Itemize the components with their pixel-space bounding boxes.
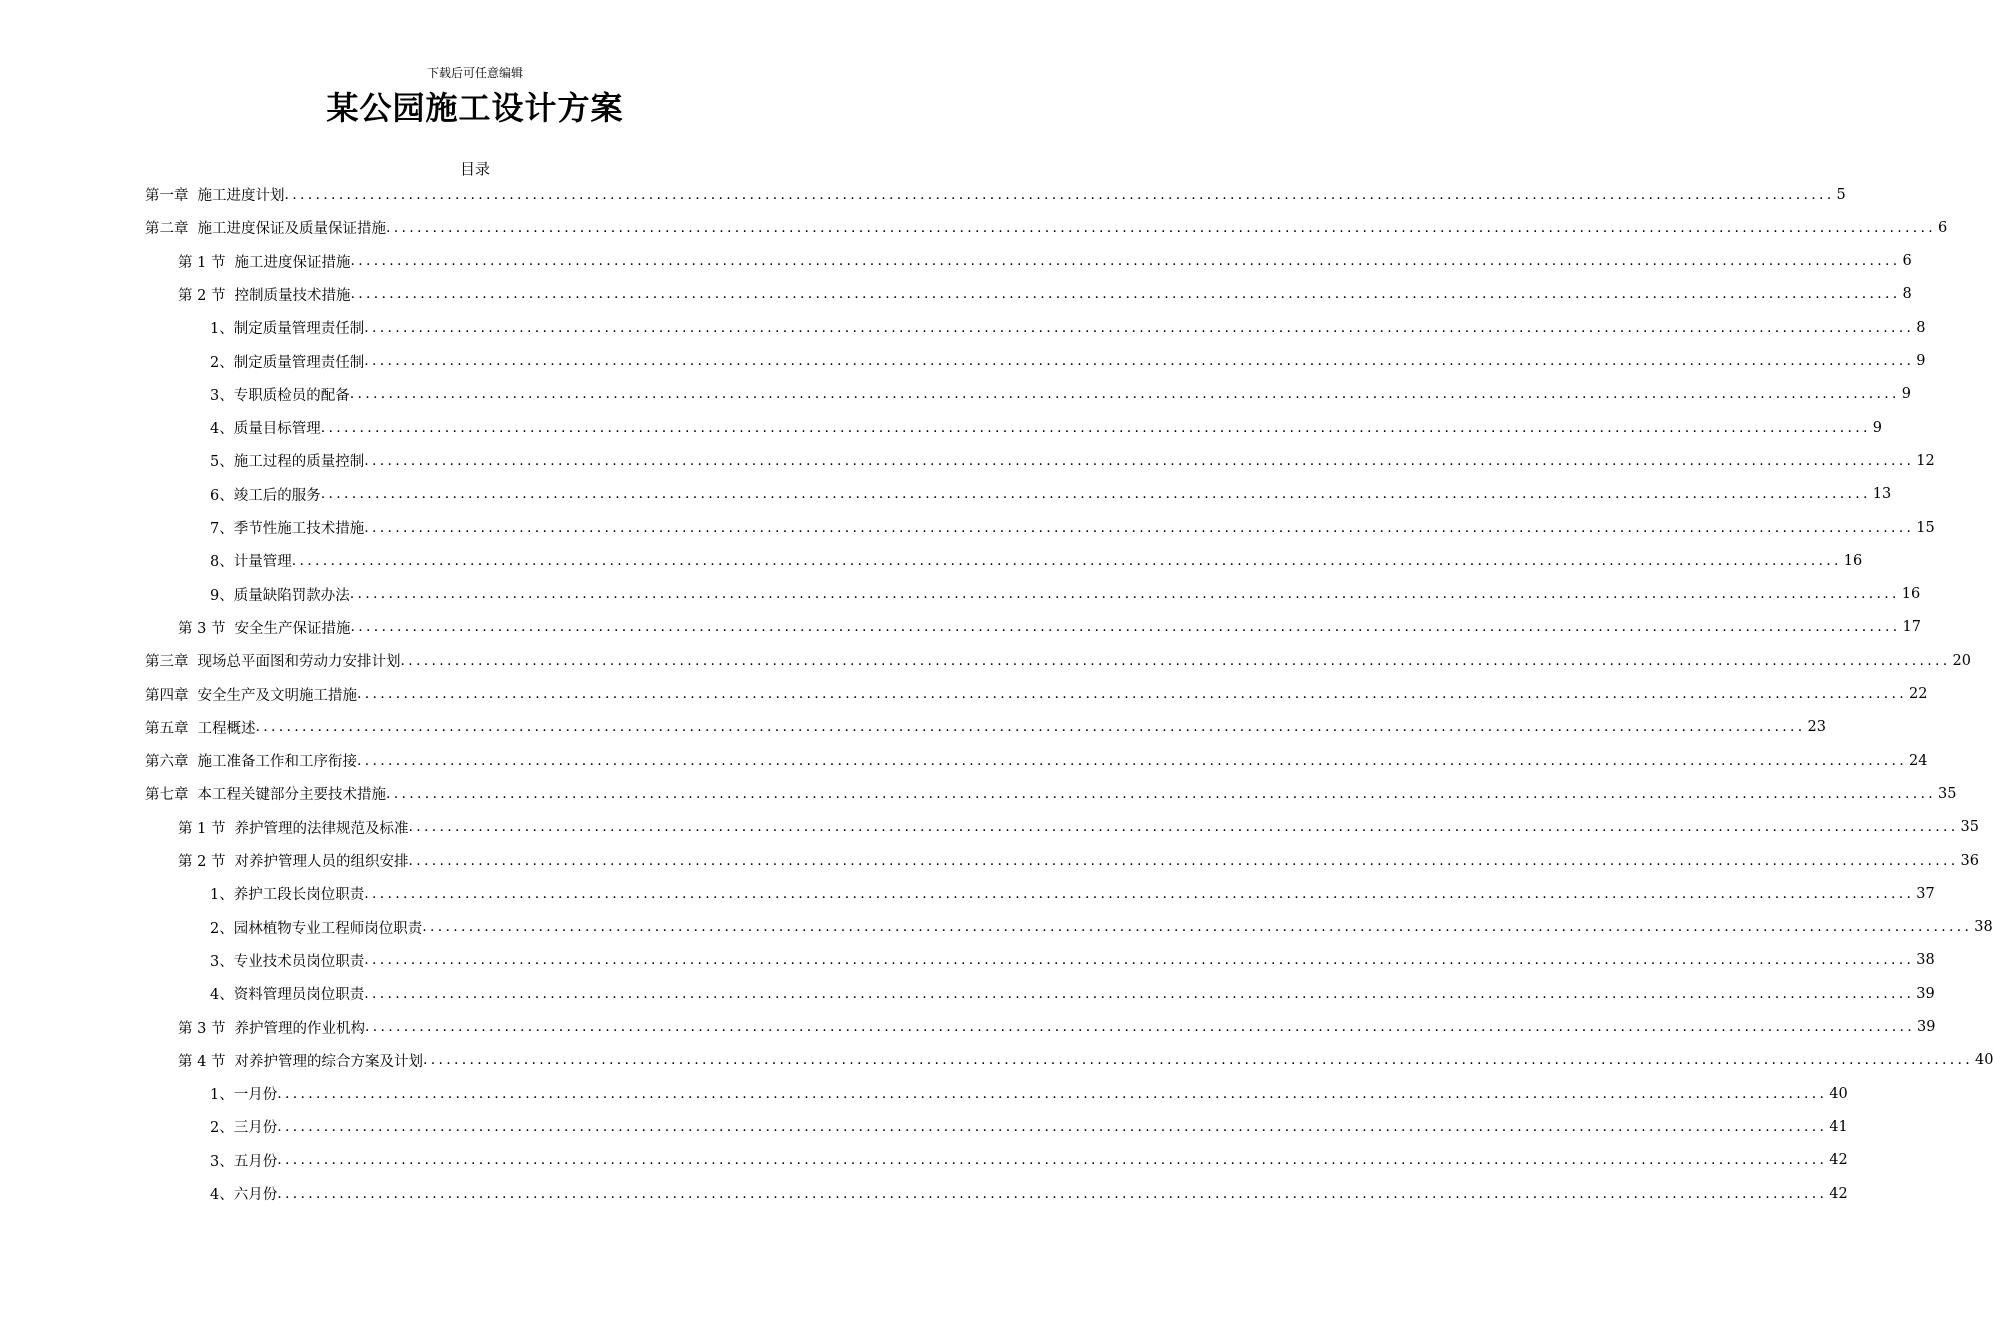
- toc-dot-leader: ........................................................................................................................................................................................................: [386, 219, 1937, 236]
- toc-entry-number: 第 2 节: [178, 287, 226, 304]
- toc-entry-page-number: 8: [1916, 319, 1926, 336]
- toc-entry-page-number: 12: [1916, 452, 1935, 469]
- toc-dot-leader: ........................................................................................................................................................................................................: [364, 319, 1915, 336]
- toc-dot-leader: ........................................................................................................................................................................................................: [386, 785, 1937, 802]
- toc-dot-leader: ........................................................................................................................................................................................................: [350, 286, 1901, 303]
- toc-entry-page-number: 38: [1974, 919, 1993, 936]
- toc-entry-number: 第 3 节: [178, 620, 226, 637]
- toc-entry-title: 质量缺陷罚款办法: [233, 587, 350, 604]
- toc-entry[interactable]: [145, 678, 1928, 711]
- toc-entry-number: 第四章: [145, 687, 189, 704]
- toc-entry[interactable]: [178, 811, 1979, 844]
- toc-entry-number: 1、: [210, 1087, 234, 1104]
- toc-heading: 目录: [459, 160, 490, 178]
- toc-entry[interactable]: [210, 411, 1883, 444]
- toc-entry-page-number: 5: [1836, 186, 1846, 203]
- toc-dot-leader: ........................................................................................................................................................................................................: [320, 419, 1871, 436]
- toc-entry-title: 工程概述: [197, 720, 256, 737]
- toc-entry-page-number: 9: [1916, 353, 1926, 369]
- toc-entry-number: 5、: [210, 454, 234, 471]
- toc-dot-leader: ........................................................................................................................................................................................................: [349, 586, 1900, 603]
- toc-entry-page-number: 36: [1960, 852, 1979, 869]
- toc-entry-title: 养护工段长岗位职责: [233, 887, 365, 904]
- toc-entry-number: 2、: [210, 1120, 234, 1137]
- toc-entry[interactable]: [145, 178, 1846, 211]
- toc-dot-leader: ........................................................................................................................................................................................................: [400, 652, 1951, 669]
- toc-entry-number: 第一章: [145, 188, 189, 204]
- toc-entry[interactable]: [210, 1177, 1848, 1210]
- toc-dot-leader: ........................................................................................................................................................................................................: [357, 752, 1908, 769]
- toc-entry-title: 施工准备工作和工序衔接: [197, 754, 357, 771]
- toc-entry-number: 第 1 节: [178, 820, 226, 837]
- toc-entry-page-number: 42: [1829, 1152, 1848, 1169]
- toc-entry-number: 4、: [210, 421, 234, 438]
- toc-entry-page-number: 17: [1902, 619, 1921, 636]
- toc-entry[interactable]: [210, 544, 1863, 577]
- toc-entry-page-number: 39: [1916, 985, 1935, 1002]
- toc-dot-leader: ........................................................................................................................................................................................................: [408, 852, 1959, 869]
- toc-dot-leader: ........................................................................................................................................................................................................: [349, 386, 1900, 403]
- toc-entry-number: 2、: [210, 354, 234, 371]
- toc-entry-page-number: 23: [1807, 719, 1826, 736]
- toc-dot-leader: ........................................................................................................................................................................................................: [364, 353, 1915, 369]
- toc-entry-page-number: 40: [1829, 1085, 1848, 1102]
- toc-entry-title: 季节性施工技术措施: [233, 521, 365, 537]
- toc-entry-page-number: 9: [1901, 386, 1912, 403]
- toc-entry-title: 现场总平面图和劳动力安排计划: [197, 654, 401, 671]
- toc-entry-number: 4、: [210, 1187, 234, 1203]
- toc-dot-leader: ........................................................................................................................................................................................................: [284, 186, 1835, 203]
- toc-entry-title: 三月份: [233, 1120, 278, 1137]
- toc-entry-title: 一月份: [233, 1087, 278, 1104]
- toc-entry-title: 专职质检员的配备: [233, 387, 350, 404]
- toc-entry-page-number: 16: [1843, 552, 1863, 569]
- toc-entry-page-number: 35: [1938, 785, 1957, 802]
- document-title: 某公园施工设计方案: [326, 89, 624, 127]
- toc-entry-title: 制定质量管理责任制: [233, 321, 365, 338]
- toc-entry-title: 施工进度保证及质量保证措施: [197, 221, 386, 238]
- toc-entry[interactable]: [210, 1077, 1848, 1110]
- toc-entry-number: 1、: [210, 887, 234, 904]
- toc-dot-leader: ........................................................................................................................................................................................................: [364, 985, 1915, 1002]
- toc-entry[interactable]: [178, 278, 1912, 311]
- toc-entry-page-number: 37: [1916, 885, 1935, 902]
- header-note: 下载后可任意编辑: [426, 66, 523, 80]
- toc-dot-leader: ........................................................................................................................................................................................................: [277, 1085, 1828, 1102]
- toc-dot-leader: ........................................................................................................................................................................................................: [255, 719, 1806, 736]
- toc-dot-leader: ........................................................................................................................................................................................................: [320, 486, 1871, 503]
- toc-entry-page-number: 41: [1829, 1118, 1848, 1135]
- toc-entry-title: 本工程关键部分主要技术措施: [197, 787, 386, 804]
- toc-entry-title: 施工进度计划: [197, 188, 285, 204]
- toc-entry-title: 养护管理的法律规范及标准: [234, 820, 409, 837]
- toc-entry-number: 3、: [210, 1153, 234, 1170]
- toc-entry[interactable]: [210, 977, 1935, 1010]
- toc-entry[interactable]: [210, 511, 1935, 544]
- toc-dot-leader: ........................................................................................................................................................................................................: [291, 552, 1842, 569]
- toc-entry-number: 3、: [210, 953, 234, 970]
- toc-entry-number: 7、: [210, 521, 234, 537]
- toc-entry-title: 养护管理的作业机构: [234, 1020, 365, 1037]
- toc-entry-number: 4、: [210, 987, 234, 1004]
- toc-entry[interactable]: [210, 378, 1912, 411]
- toc-dot-leader: ........................................................................................................................................................................................................: [350, 619, 1901, 636]
- toc-dot-leader: ........................................................................................................................................................................................................: [408, 819, 1959, 836]
- toc-entry-number: 第七章: [145, 787, 189, 804]
- toc-entry-number: 2、: [210, 920, 234, 937]
- toc-entry[interactable]: [145, 644, 1971, 677]
- toc-entry[interactable]: [210, 311, 1926, 344]
- toc-entry-page-number: 39: [1917, 1019, 1936, 1035]
- toc-dot-leader: ........................................................................................................................................................................................................: [364, 1019, 1915, 1035]
- toc-dot-leader: ........................................................................................................................................................................................................: [422, 1052, 1973, 1069]
- toc-entry-title: 制定质量管理责任制: [233, 354, 365, 371]
- toc-entry-number: 1、: [210, 321, 234, 338]
- toc-dot-leader: ........................................................................................................................................................................................................: [364, 452, 1915, 469]
- toc-entry-title: 施工过程的质量控制: [233, 454, 365, 471]
- toc-entry-page-number: 24: [1909, 752, 1928, 769]
- toc-entry[interactable]: [210, 944, 1935, 977]
- toc-entry-page-number: 22: [1909, 686, 1928, 702]
- toc-dot-leader: ........................................................................................................................................................................................................: [364, 519, 1915, 536]
- toc-entry[interactable]: [210, 911, 1993, 944]
- toc-entry-page-number: 20: [1952, 652, 1971, 669]
- toc-entry[interactable]: [178, 245, 1912, 278]
- toc-entry-number: 3、: [210, 387, 234, 404]
- toc-dot-leader: ........................................................................................................................................................................................................: [277, 1185, 1828, 1202]
- toc-entry-page-number: 40: [1975, 1052, 1993, 1069]
- toc-entry[interactable]: [210, 1110, 1848, 1143]
- toc-entry[interactable]: [210, 877, 1935, 910]
- toc-entry-number: 第三章: [145, 654, 189, 671]
- toc-entry-number: 8、: [210, 554, 234, 571]
- toc-entry-page-number: 6: [1902, 253, 1912, 270]
- toc-entry[interactable]: [210, 345, 1926, 378]
- toc-entry[interactable]: [178, 611, 1921, 644]
- toc-entry[interactable]: [210, 478, 1892, 511]
- toc-dot-leader: ........................................................................................................................................................................................................: [422, 919, 1973, 936]
- toc-entry-title: 专业技术员岗位职责: [233, 953, 365, 970]
- toc-entry-title: 竣工后的服务: [233, 487, 321, 504]
- toc-entry-page-number: 8: [1902, 286, 1912, 303]
- toc-entry[interactable]: [145, 711, 1826, 744]
- toc-entry-number: 第五章: [145, 720, 189, 737]
- toc-dot-leader: ........................................................................................................................................................................................................: [364, 952, 1915, 969]
- toc-entry-number: 6、: [210, 487, 234, 504]
- toc-entry-title: 资料管理员岗位职责: [233, 987, 365, 1004]
- toc-entry[interactable]: [145, 211, 1948, 244]
- toc-entry-page-number: 38: [1916, 952, 1935, 969]
- toc-entry-page-number: 6: [1938, 219, 1948, 236]
- toc-entry[interactable]: [178, 844, 1979, 877]
- toc-entry-title: 对养护管理人员的组织安排: [234, 854, 409, 870]
- toc-entry[interactable]: [145, 777, 1957, 810]
- toc-entry-number: 第 3 节: [178, 1020, 226, 1037]
- toc-entry-number: 第六章: [145, 754, 189, 771]
- toc-entry[interactable]: [145, 744, 1928, 777]
- toc-entry-number: 9、: [210, 587, 234, 604]
- toc-entry-page-number: 13: [1872, 486, 1892, 503]
- toc-dot-leader: ........................................................................................................................................................................................................: [357, 686, 1908, 702]
- toc-entry[interactable]: [210, 578, 1921, 611]
- toc-entry-title: 施工进度保证措施: [234, 254, 351, 271]
- toc-dot-leader: ........................................................................................................................................................................................................: [364, 885, 1915, 902]
- toc-entry-title: 安全生产及文明施工措施: [197, 687, 357, 704]
- toc-entry-title: 计量管理: [233, 554, 292, 571]
- toc-entry-title: 对养护管理的综合方案及计划: [234, 1053, 423, 1070]
- toc-entry-title: 五月份: [233, 1153, 278, 1170]
- toc-entry-number: 第二章: [145, 221, 189, 238]
- toc-entry-number: 第 4 节: [178, 1053, 226, 1070]
- toc-entry-title: 控制质量技术措施: [234, 287, 351, 304]
- toc-entry-page-number: 9: [1872, 419, 1883, 436]
- toc-dot-leader: ........................................................................................................................................................................................................: [277, 1152, 1828, 1169]
- toc-entry-title: 园林植物专业工程师岗位职责: [233, 920, 423, 937]
- toc-entry-number: 第 2 节: [178, 854, 226, 870]
- toc-entry-page-number: 16: [1901, 586, 1921, 603]
- toc-entry-title: 安全生产保证措施: [234, 620, 351, 637]
- toc-entry[interactable]: [178, 1044, 1993, 1077]
- toc-entry[interactable]: [210, 1144, 1848, 1177]
- toc-entry-number: 第 1 节: [178, 254, 226, 271]
- toc-dot-leader: ........................................................................................................................................................................................................: [350, 253, 1901, 270]
- toc-entry[interactable]: [210, 444, 1935, 477]
- toc-entry-page-number: 42: [1829, 1185, 1848, 1202]
- toc-entry-page-number: 35: [1960, 819, 1979, 836]
- toc-entry-title: 质量目标管理: [233, 421, 321, 438]
- toc-entry-page-number: 15: [1916, 519, 1935, 536]
- toc-dot-leader: ........................................................................................................................................................................................................: [277, 1118, 1828, 1135]
- toc-entry-title: 六月份: [233, 1187, 278, 1203]
- toc-entry[interactable]: [178, 1011, 1936, 1044]
